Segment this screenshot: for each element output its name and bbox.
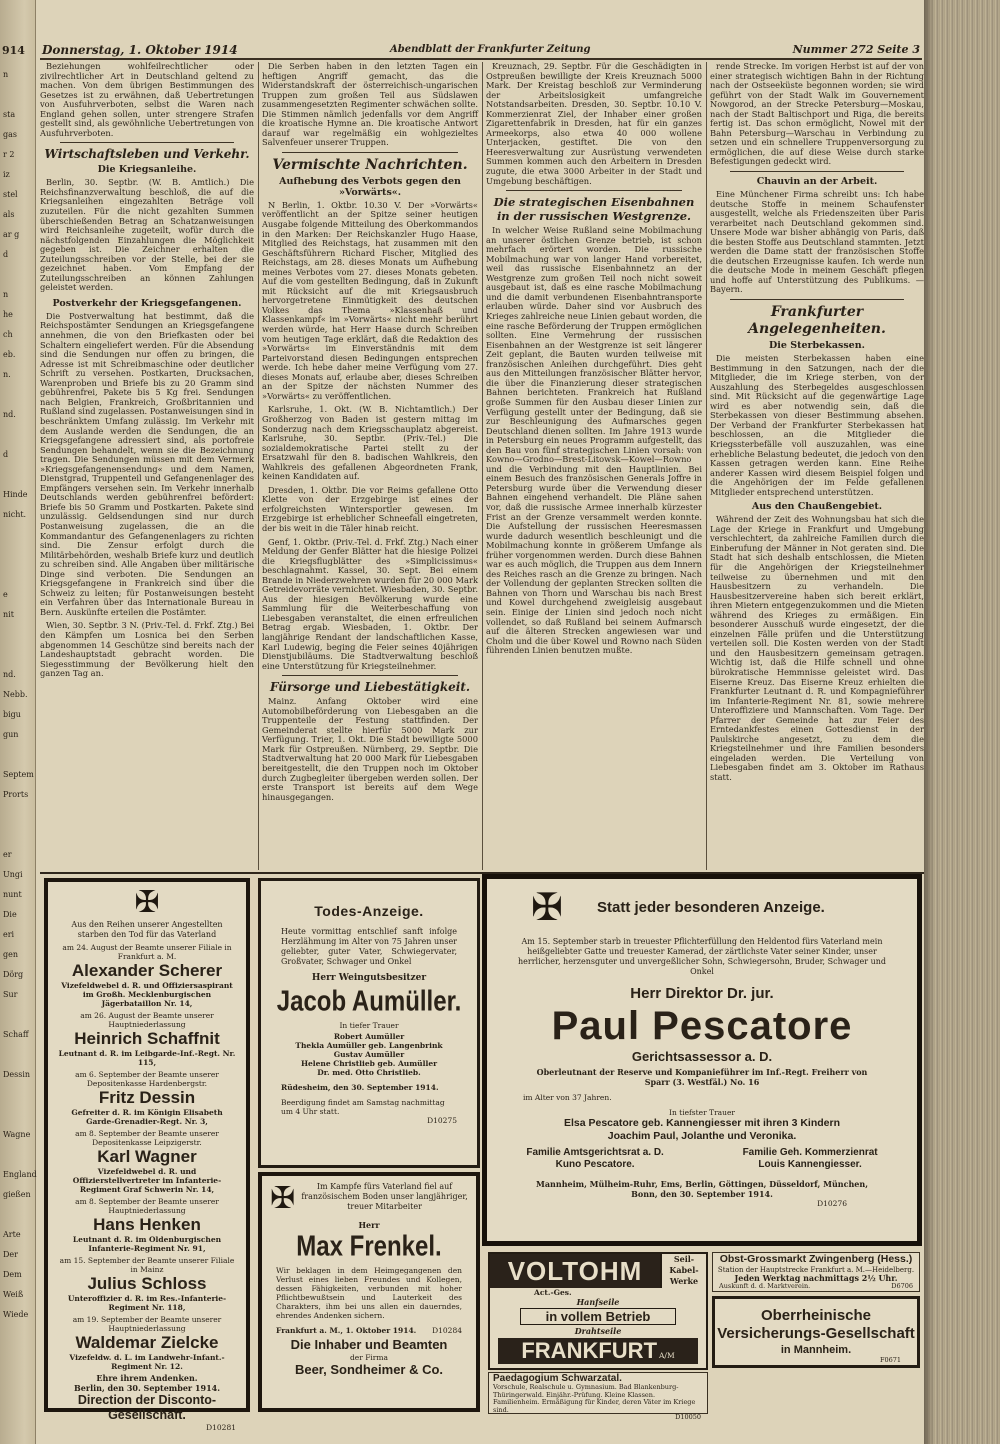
obituary-disconto — [44, 878, 250, 1432]
previous-page-fragment: Schaff — [3, 1030, 29, 1039]
ad-name: Paul Pescatore — [551, 1004, 853, 1048]
previous-page-fragment: eri — [3, 930, 15, 939]
article-heading: Die Kriegsanleihe. — [97, 164, 197, 176]
ad-entry-pre: am 6. September der Beamte unserer Depositenkasse Hardenbergstr. — [75, 1070, 219, 1088]
ad-entry-rank: Leutnant d. R. im Oldenburgischen Infanterie-Regiment Nr. 91, — [72, 1235, 222, 1253]
previous-page-fragment: gun — [3, 730, 19, 739]
obituary-frenkel — [258, 1172, 480, 1412]
previous-page-fragment: nicht. — [3, 510, 27, 519]
previous-page-fragment: nunt — [3, 890, 22, 899]
ad-code: D10275 — [427, 1116, 457, 1125]
previous-page-fragment: Wiede — [3, 1310, 29, 1319]
ad-line: in Mannheim. — [780, 1344, 852, 1356]
obituary-pescatore — [482, 874, 922, 1246]
ad-entry-rank: Vizefeldwebel d. R. und Offiziersaspirant im Großh. Mecklenburgischen Jägerbataillon Nr. 14, — [61, 981, 233, 1008]
iron-cross-icon: ✠ — [270, 1181, 296, 1216]
ad-family: Louis Kannengiesser. — [758, 1159, 862, 1170]
voltohm-tag: Kabel- — [669, 1265, 699, 1275]
ad-entry-pre: am 8. September der Beamte unserer Hauptniederlassung — [75, 1197, 219, 1215]
ad-signer: Die Inhaber und Beamten — [290, 1337, 448, 1352]
previous-page-fragment: Wagne — [3, 1130, 31, 1139]
previous-page-fragment: Die — [3, 910, 17, 919]
ad-entry-rank: Gefreiter d. R. im Königin Elisabeth Garde-Grenadier-Regt. Nr. 3, — [71, 1108, 223, 1126]
previous-page-fragment: Weiß — [3, 1290, 24, 1299]
book-edge — [924, 0, 1000, 1444]
ad-entry-rank: Vizefeldwebel d. R. und Offizierstellvertreter im Infanterie-Regiment Graf Schwerin Nr. 14, — [72, 1167, 222, 1194]
previous-page-fragment: bigu — [3, 710, 21, 719]
article-paragraph: Dresden, 1. Oktbr. Die vor Reims gefallene Otto Klette von der Erzgebirge ist eines der erfolgreichsten Wintersportler gewesen. Im Erzgebirge ist erheblicher Schneefall eingetreten, der bis weit in die Täler hinab reicht. — [262, 484, 478, 533]
ad-obst-grossmarkt — [712, 1252, 920, 1292]
ad-line: Oberrheinische — [760, 1307, 872, 1324]
ad-signer-sub: der Firma — [350, 1353, 388, 1362]
previous-page-fragment: Sur — [3, 990, 18, 999]
ad-voltohm — [488, 1252, 708, 1370]
voltohm-city: FRANKFURT — [521, 1338, 658, 1363]
ad-code: D10281 — [206, 1423, 236, 1432]
ad-code: D10276 — [817, 1199, 847, 1208]
ad-entry-name: Karl Wagner — [97, 1147, 197, 1166]
issue-date: Donnerstag, 1. Oktober 1914 — [42, 43, 238, 57]
ad-code: D10050 — [675, 1413, 701, 1421]
article-paragraph: Während der Zeit des Wohnungsbau hat sich die Lage der Kriege in Frankfurt und Umgebung verschlechtert, da zahlreiche Familien durch die Einberufung der Männer in Not geraten sind. Die Stadt hat sich deshalb entschlossen, die Mieten für die Angehörigen der Kriegsteilnehmer teilweise zu übernehmen und mit den Hausbesitzern zu verhandeln. Die Hausbesitzervereine haben sich bereit erklärt, ihren Mietern entgegenzukommen und die Mieten während des Krieges zu ermäßigen. Ein besonderer Ausschuß wurde eingesetzt, der die einzelnen Fälle prüfen und die Unterstützung verteilen soll. Die Kosten werden von der Stadt und den Hausbesitzern gemeinsam getragen. Wichtig ist, daß die Hilfe schnell und ohne bürokratische Hemmnisse geleistet wird. Das Eiserne Kreuz. Das Eiserne Kreuz erhielten die Frankfurter Leutnant d. R. und Kompagnieführer im Infanterie-Regiment Nr. 81, sowie mehrere Unteroffiziere und Mannschaften. Vom Tage. Der Pfarrer der Gemeinde hat zur Feier des Erntedankfestes einen Gottesdienst in der Paulskirche angesetzt, zu dem die Kriegsteilnehmer und ihre Familien besonders eingeladen werden. Die Verteilung von Liebesgaben findet am 3. Oktober im Rathaus statt. — [710, 514, 924, 782]
article-heading: Chauvin an der Arbeit. — [756, 176, 878, 188]
column-2 — [262, 62, 478, 870]
previous-page-fragment: gas — [3, 130, 17, 139]
article-heading: Aufhebung des Verbots gegen den »Vorwärts«. — [279, 175, 461, 198]
ad-role: Gerichtsassessor a. D. — [631, 1049, 773, 1064]
ad-entry-name: Hans Henken — [93, 1215, 201, 1234]
ad-family: Elsa Pescatore geb. Kannengiesser mit ihren 3 Kindern — [563, 1117, 840, 1129]
page-header — [40, 42, 922, 60]
previous-page-fragment: nit — [3, 610, 14, 619]
previous-page-fragment: Dessin — [3, 1070, 31, 1079]
ad-entry-rank: Unteroffizier d. R. im Res.-Infanterie-Regiment Nr. 118, — [67, 1294, 227, 1312]
column-rule — [258, 62, 259, 870]
previous-page-strip — [0, 0, 36, 1444]
ad-text: Wir beklagen in dem Heimgegangenen den Verlust eines lieben Freundes und Kollegen, dessen Fähigkeiten, verbunden mit hoher Pflichtbewußtsein und Lauterkeit des Charakters, ihm bei uns allen ein dauerndes, ehrendes Andenken sichern. — [276, 1266, 462, 1320]
ad-small: Auskunft d. d. Marktverein. — [719, 1282, 811, 1290]
ad-place: Berlin, den 30. September 1914. — [74, 1383, 220, 1393]
section-heading: Wirtschaftsleben und Verkehr. — [44, 147, 250, 162]
column-4 — [710, 62, 924, 870]
ad-name: Jacob Aumüller. — [276, 985, 462, 1018]
obituary-aumueller — [258, 878, 480, 1168]
article-paragraph: Die Serben haben in den letzten Tagen ein heftigen Angriff gemacht, das die Widerstandskraft der österreichisch-ungarischen Truppen zum großen Teil aus Südslawen zusammengesetzten Regimenter schwächen sollte. Die Stimmen nämlich jedenfalls vor dem Angriff die kroatische Hymne an. Die kroatische Antwort darauf war regelmäßig ein wohlgezieltes Salvenfeuer unserer Truppen. — [262, 61, 478, 148]
previous-page-fragment: nd. — [3, 410, 16, 419]
ad-line: Jeden Werktag nachmittags 2½ Uhr. — [734, 1273, 898, 1283]
iron-cross-icon: ✠ — [531, 885, 563, 929]
ad-line: Station der Hauptstrecke Frankfurt a. M.—Heidelberg. — [717, 1266, 915, 1274]
previous-page-number: 914 — [2, 44, 25, 57]
article-paragraph: Karlsruhe, 1. Okt. (W. B. Nichtamtlich.) Der Großherzog von Baden ist gestern mittag im Sonderzug nach dem Kriegsschauplatz abgereist. Karlsruhe, 30. Septbr. (Priv.-Tel.) Die sozialdemokratische Partei stellt zu der Ersatzwahl für den 8. badischen Wahlkreis, den Wahlkreis des gefallenen Abgeordneten Frank, keinen Kandidaten auf. — [262, 404, 478, 482]
paper-title: Abendblatt der Frankfurter Zeitung — [390, 44, 591, 55]
ad-intro: Heute vormittag entschlief sanft infolge Herzlähmung im Alter von 75 Jahren unser geliebter, guter Vater, Schwiegervater, Großvater, Schwager und Onkel — [281, 927, 457, 966]
previous-page-fragment: ar g — [3, 230, 20, 239]
ad-title: Paedagogium Schwarzatal. — [493, 1373, 622, 1384]
article-paragraph: Berlin, 30. Septbr. (W. B. Amtlich.) Die Reichsfinanzverwaltung beschloß, die auf die Kriegsanleihen eingezahlten Beträge voll zuzuteilen. Für die nicht gezahlten Summen überschießenden Betrag an Schatzanweisungen wird Reichsanleihe zugeteilt, wofür durch die nächstfolgenden Einzahlungen die Möglichkeit gegeben ist. Die Zeichner erhalten die Zuteilungsschreiben vor der Stelle, bei der sie gezeichnet haben. Vom Empfang der Zuteilungsschreiben an können Zahlungen geleistet werden. — [40, 177, 254, 293]
article-paragraph: Wien, 30. Septbr. 3 N. (Priv.-Tel. d. Frkf. Ztg.) Bei den Kämpfen um Losnica bei den Serben abgenommen 14 Geschütze sind bereits nach der Landeshauptstadt gebracht worden. Die Siegesstimmung der Bevölkerung hielt den ganzen Tag an. — [40, 620, 254, 679]
ad-family: Familie Amtsgerichtsrat a. D. — [526, 1147, 664, 1158]
ad-line: Versicherungs-Gesellschaft — [717, 1325, 915, 1342]
voltohm-line: in vollem Betrieb — [520, 1308, 676, 1325]
ad-entry-pre: am 19. September der Beamte unserer Hauptniederlassung — [72, 1315, 222, 1333]
previous-page-fragment: Arte — [3, 1230, 21, 1239]
previous-page-fragment: n. — [3, 370, 11, 379]
ad-family-member: Dr. med. Otto Christlieb. — [317, 1068, 421, 1077]
ad-title: Todes-Anzeige. — [314, 903, 424, 919]
previous-page-fragment: n — [3, 70, 9, 79]
article-paragraph: In welcher Weise Rußland seine Mobilmachung an unserer östlichen Grenze betrieb, ist schon mehrfach erörtert worden. Die russische Mobilmachung war von langer Hand vorbereitet, weil das russische Eisenbahnnetz an der Westgrenze zum großen Teil noch nicht soweit ausgebaut ist, daß es eine rasche Mobilmachung und die damit verbundenen Eisenbahntransporte erlauben würde. Daher sind vor Ausbruch des Krieges zahlreiche neue Linien gebaut worden, die eine rasche Beförderung der Truppen ermöglichen sollten. Eine Vermehrung der russischen Eisenbahnen an der Westgrenze ist seit längerer Zeit geplant, die Bauten wurden teilweise mit französischen Anleihen durchgeführt. Dies geht aus den Mitteilungen französischer Blätter hervor, die über die Finanzierung dieser strategischen Bahnen berichteten. Frankreich hat Rußland große Summen für den Ausbau dieser Linien zur Verfügung gestellt unter der Bedingung, daß sie zur Beschleunigung des Aufmarsches gegen Deutschland dienen sollten. Im Jahre 1913 wurde in Petersburg ein neues Programm aufgestellt, das den Bau von fünf strategischen Linien vorsah: von Kowno—Grodno—Brest-Litowsk—Kowel—Rowno und die Verbindung mit den Hauptlinien. Bei einem Besuch des französischen Generals Joffre in Petersburg wurde über die Verwendung dieser Bahnen eingehend verhandelt. Die Pläne sahen vor, daß die russische Armee innerhalb kürzester Frist an der Grenze versammelt werden konnte. Die Aufstellung der russischen Heeresmassen wurde dadurch wesentlich beschleunigt und die Mobilmachung konnte in größerem Umfange als früher vorgenommen werden. Durch diese Bahnen war es auch möglich, die Truppen aus dem Innern des Reiches rasch an die Grenze zu bringen. Nach der Vollendung der geplanten Strecken sollten die Bahnen von Thorn und Warschau bis nach Brest und Kowel durchgehend zweigleisig ausgebaut sein. Einige der Linien sind jedoch noch nicht vollendet, so daß Rußland bei seinem Aufmarsch auf die älteren Strecken angewiesen war und Cholm und die über Kowel und Rowno nach Süden führenden Linien benutzen mußte. — [486, 225, 702, 656]
page-number: Nummer 272 Seite 3 — [792, 43, 920, 56]
previous-page-fragment: Hinde — [3, 490, 28, 499]
ad-intro: Aus den Reihen unserer Angestellten starben den Tod für das Vaterland — [71, 920, 223, 939]
ad-place: Rüdesheim, den 30. September 1914. — [281, 1083, 439, 1092]
previous-page-fragment: Dem — [3, 1270, 22, 1279]
ad-burial: Beerdigung findet am Samstag nachmittag um 4 Uhr statt. — [281, 1098, 445, 1116]
article-paragraph: Mainz. Anfang Oktober wird eine Automobilbeförderung von Liebesgaben an die Truppenteile der Festung stattfinden. Der Gemeinderat stellte hierfür 5000 Mark zur Verfügung. Trier, 1. Okt. Die Stadt bewilligte 5000 Mark für Ostpreußen. Nürnberg, 29. Septbr. Die Stadtverwaltung hat 20 000 Mark für Liebesgaben bereitgestellt, die den Truppen noch im Oktober durch Zugbegleiter übergeben werden sollen. Der erste Transport ist bereits auf dem Wege hinausgegangen. — [262, 696, 478, 802]
voltohm-line: Drahtseile — [574, 1326, 622, 1336]
previous-page-fragment: iz — [3, 170, 10, 179]
article-paragraph: Kreuznach, 29. Septbr. Für die Geschädigten in Ostpreußen bewilligte der Kreis Kreuznach 5000 Mark. Der Kreistag beschloß zur Verminderung der Arbeitslosigkeit umfangreiche Notstandsarbeiten. Dresden, 30. Septbr. 10.10 V. Kommerzienrat Ziel, der Inhaber einer großen Zigarettenfabrik in Dresden, hat für ein ganzes Armeekorps, also etwa 40 000 wollene Unterjacken, gestiftet. Die von den Heeresverwaltung zur Ausrüstung verwendeten Summen kommen auch den Arbeitern in Dresden zugute, die etwa 3000 Arbeiter in der Stadt und Umgebung beschäftigen. — [486, 61, 702, 186]
voltohm-city-suffix: A/M — [659, 1351, 675, 1360]
ad-name: Max Frenkel. — [296, 1230, 442, 1263]
article-paragraph: N Berlin, 1. Oktbr. 10.30 V. Der »Vorwärts« veröffentlicht an der Spitze seiner heutigen Ausgabe folgende Mitteilung des Oberkommandos in den Marken: Der Reichskanzler Hugo Haase, Mitglied des Reichstags, hat zusammen mit den Geschäftsführern Richard Fischer, Mitglied des Reichstags, am 28. dieses Monats um Aufhebung meines Verbotes vom 27. dieses Monats gebeten. Auf die vom gestellten Bedingung, daß in Zukunft mit Rücksicht auf die mit Kriegsausbruch hervorgetretene Einmütigkeit des deutschen Volkes das Thema »Klassenhaß und Klassenkampf« im »Vorwärts« nicht mehr berührt werden würde, hat Herr Haase durch Schreiben vom heutigen Tage erklärt, daß die Redaktion des »Vorwärts« im Einverständnis mit dem Parteivorstand diesen Bedingungen entsprechen werde. Ich hebe daher meine Verfügung vom 27. dieses Monats auf, erlaube aber, dieses Schreiben an der Spitze der nächsten Nummer des »Vorwärts« zu veröffentlichen. — [262, 199, 478, 401]
previous-page-fragment: gen — [3, 950, 19, 959]
previous-page-fragment: Ungi — [3, 870, 23, 879]
voltohm-tag: Seil- — [673, 1254, 695, 1264]
ad-firm: Beer, Sondheimer & Co. — [294, 1362, 444, 1377]
ad-entry-name: Julius Schloss — [87, 1274, 207, 1293]
ad-entry-pre: am 24. August der Beamte unserer Filiale in Frankfurt a. M. — [62, 943, 232, 961]
ad-entry-name: Heinrich Schaffnit — [74, 1029, 220, 1048]
previous-page-fragment: d — [3, 250, 9, 259]
article-paragraph: Eine Münchener Firma schreibt uns: Ich habe deutsche Stoffe in meinem Schaufenster ausgestellt, welche als Friedenszeiten über Paris verarbeitet nach Deutschland gekommen sind. Unsere Mode war bisher abhängig von Paris, daß die besten Stoffe aus Deutschland stammten. Jetzt werden die Dame statt der französischen Stoffe die deutschen Erzeugnisse kaufen. Ich werde nun die deutsche Mode in meinem Geschäft pflegen und hoffe auf Unterstützung des Publikums. — Bayern. — [710, 189, 924, 295]
previous-page-fragment: gießen — [3, 1190, 31, 1199]
article-paragraph: Die meisten Sterbekassen haben eine Bestimmung in den Satzungen, nach der die Mitglieder, die im Kriege sterben, von der Auszahlung des Sterbegeldes ausgeschlossen sind. Mit Rücksicht auf die gegenwärtige Lage wird es aber notwendig sein, daß die Sterbekassen von dieser Bestimmung absehen. Der Verband der Frankfurter Sterbekassen hat beschlossen, an die Mitglieder die Kriegssterbefälle voll auszuzahlen, was eine erhebliche Belastung bedeutet, die jedoch von den Kassen getragen werden kann. Eine Reihe anderer Kassen wird diesem Beispiel folgen und die Angehörigen der im Felde gefallenen Mitglieder entsprechend unterstützen. — [710, 353, 924, 497]
article-paragraph: Genf, 1. Oktbr. (Priv.-Tel. d. Frkf. Ztg.) Nach einer Meldung der Genfer Blätter hat die hiesige Polizei die Kriegsflugblätter des »Simplicissimus« beschlagnahmt. Kassel, 30. Sept. Bei einem Brande in Niederzwehren wurden für 20 000 Mark Getreidevorräte vernichtet. Wiesbaden, 30. Septbr. Aus der hiesigen Bevölkerung wurde eine Sammlung für die Weiterbeschaffung von Liebesgaben veranstaltet, die einen erfreulichen Betrag ergab. Wiesbaden, 1. Oktbr. Der langjährige Rendant der landschaftlichen Kasse, Karl Ludewig, beging die Feier seines 40jährigen Dienstjubiläums. Die Stadtverwaltung beschloß eine Unterstützung für Kriegsteilnehmer. — [262, 536, 478, 671]
previous-page-fragment: als — [3, 210, 15, 219]
ad-entry-pre: am 26. August der Beamte unserer Hauptniederlassung — [80, 1011, 214, 1029]
ad-entry-rank: Leutnant d. R. im Leibgarde-Inf.-Regt. Nr. 115, — [58, 1049, 236, 1067]
ad-entry-pre: am 8. September der Beamte unserer Depositenkasse Leipzigerstr. — [75, 1129, 219, 1147]
ad-entry-name: Waldemar Zielcke — [75, 1333, 219, 1352]
previous-page-fragment: nd. — [3, 670, 16, 679]
ad-entry-name: Fritz Dessin — [98, 1088, 196, 1107]
column-1 — [40, 62, 254, 870]
previous-page-fragment: r 2 — [3, 150, 15, 159]
ad-family: Familie Geh. Kommerzienrat — [742, 1147, 878, 1158]
previous-page-fragment: n — [3, 290, 9, 299]
ad-entry-name: Alexander Scherer — [71, 961, 223, 980]
ad-family-member: Helene Christlieb geb. Aumüller — [300, 1059, 438, 1068]
article-heading: Die Sterbekassen. — [769, 340, 865, 352]
previous-page-fragment: er — [3, 850, 12, 859]
ad-signer: Direction der Disconto-Gesellschaft. — [77, 1393, 217, 1422]
ad-trauer: In tiefster Trauer — [669, 1108, 735, 1117]
article-heading: Postverkehr der Kriegsgefangenen. — [52, 297, 242, 309]
ad-oberrheinische — [712, 1296, 920, 1368]
ad-title: Obst-Grossmarkt Zwingenberg (Hess.) — [719, 1253, 913, 1265]
section-heading: Fürsorge und Liebestätigkeit. — [269, 680, 471, 695]
advertisements — [40, 872, 924, 1432]
ad-closing: Ehre ihrem Andenken. — [96, 1373, 198, 1383]
voltohm-line: Hanfseile — [576, 1297, 620, 1307]
article-heading: Aus den Chaußengebiet. — [751, 501, 883, 513]
ad-paedagogium — [488, 1372, 708, 1421]
ad-intro: Am 15. September starb in treuester Pflichterfüllung den Heldentod fürs Vaterland mein heißgeliebter Gatte und treuester Kamerad, der zärtlichste Vater seiner Kinder, unser herrlicher, herzensguter und unvergeßlicher Sohn, Schwiegersohn, Bruder, Schwager und Onkel — [517, 937, 886, 976]
section-heading: Die strategischen Eisenbahnen in der russischen Westgrenze. — [493, 195, 695, 224]
article-paragraph: Beziehungen wohlfeilrechtlicher oder zivilrechtlicher Art in Deutschland geltend zu machen. Von dem übrigen Bestimmungen des Gesetzes ist zu erwähnen, daß Uebertretungen von Ausfuhrverboten, selbst die Waren nach England gehen sollen, unter strengere Strafen gestellt sind, als gewöhnliche Uebertretungen von Ausfuhrverboten. — [40, 61, 254, 138]
ad-text: Vorschule, Realschule u. Gymnasium. Bad Blankenburg-Thüringerwald. Einjähr.-Prüfung. Kleine Klassen. Familienheim. Ermäßigung für Kinder, deren Väter im Kriege sind. — [493, 1383, 696, 1414]
ad-entry-pre: am 15. September der Beamte unserer Filiale in Mainz — [59, 1256, 235, 1274]
section-heading: Frankfurter Angelegenheiten. — [748, 304, 886, 338]
previous-page-fragment: Septem — [3, 770, 34, 779]
previous-page-fragment: Prorts — [3, 790, 29, 799]
ad-family-member: Thekla Aumüller geb. Langenbrink — [295, 1041, 443, 1050]
ad-intro: Im Kampfe fürs Vaterland fiel auf französischem Boden unser langjähriger, treuer Mitarbeiter — [301, 1182, 468, 1211]
previous-page-fragment: England — [3, 1170, 37, 1179]
previous-page-fragment: he — [3, 310, 13, 319]
ad-code: F0671 — [879, 1356, 901, 1364]
voltohm-brand: VOLTOHM — [490, 1254, 660, 1288]
ad-rank: Oberleutnant der Reserve und Kompanieführer im Inf.-Regt. Freiherr von Sparr (3. Westfäl.) No. 16 — [536, 1067, 868, 1087]
previous-page-fragment: Der — [3, 1250, 18, 1259]
previous-page-fragment: stel — [3, 190, 18, 199]
ad-code: D6706 — [891, 1282, 913, 1290]
previous-page-fragment: d — [3, 450, 9, 459]
ad-date: Bonn, den 30. September 1914. — [631, 1189, 773, 1199]
ad-trauer: In tiefer Trauer — [339, 1021, 399, 1030]
article-paragraph: rende Strecke. Im vorigen Herbst ist auf der von einer strategisch wichtigen Bahn in der Richtung nach der Ostseeküste begonnen worden; sie wird geführt von der Stadt Walk im Gouvernement Nowgorod, an der Strecke Petersburg—Moskau, nach der Stadt Baltischport und Riga, die bereits fertig ist. Das schon ermöglicht, Nowel mit der Bahn Petersburg—Warschau in Verbindung zu setzen und ein schnellere Truppenversorgung zu ermöglichen, die auf diese Weise durch starke Befestigungen gedeckt wird. — [710, 61, 924, 167]
previous-page-fragment: sta — [3, 110, 16, 119]
voltohm-tag: Werke — [669, 1276, 699, 1286]
ad-family-member: Gustav Aumüller — [333, 1050, 405, 1059]
ad-family: Kuno Pescatore. — [555, 1159, 635, 1170]
ad-pre: Herr Weingutsbesitzer — [311, 973, 427, 983]
ad-age: im Alter von 37 Jahren. — [523, 1093, 612, 1102]
iron-cross-icon: ✠ — [134, 885, 160, 920]
previous-page-fragment: ch — [3, 330, 13, 339]
voltohm-sub: Act.-Ges. — [534, 1288, 572, 1297]
column-rule — [706, 62, 707, 870]
ad-pre: Herr — [358, 1220, 380, 1230]
ad-title: Statt jeder besonderen Anzeige. — [597, 899, 825, 916]
ad-places: Mannheim, Mülheim-Ruhr, Ems, Berlin, Göttingen, Düsseldorf, München, — [536, 1179, 868, 1189]
column-3 — [486, 62, 702, 870]
section-heading: Vermischte Nachrichten. — [272, 156, 468, 173]
ad-entry-rank: Vizefeldw. d. L. im Landwehr-Infant.-Regiment Nr. 12. — [69, 1353, 225, 1371]
previous-page-fragment: e — [3, 590, 8, 599]
article-paragraph: Die Postverwaltung hat bestimmt, daß die Reichspostämter Sendungen an Kriegsgefangene annehmen, die von den Briefkasten oder bei Schaltern eingeliefert werden. Für die Absendung sind die Sendungen nur offen zu bringen, die Adresse ist mit Schreibmaschine oder deutlicher Schrift zu versehen. Postkarten, Drucksachen, Warenproben und Briefe bis zu 20 Gramm sind gebührenfrei, Pakete bis 5 Kg frei. Sendungen nach Belgien, Frankreich, Großbritannien und Rußland sind zugelassen. Postanweisungen sind in beschränktem Umfang zulässig. Im Verkehr mit dem Auslande werden die Sendungen, die an Kriegsgefangene adressiert sind, als portofreie Sendungen behandelt, wenn sie die Bezeichnung tragen. Die Sendungen müssen mit dem Vermerk »Kriegsgefangenensendung« und dem Namen, Dienstgrad, Truppenteil und Gefangenenlager des Empfängers versehen sein. Im Verkehr innerhalb Deutschlands werden gebührenfrei befördert: Briefe bis 50 Gramm und Postkarten. Pakete sind unzulässig. Geldsendungen sind nur durch Postanweisung zugelassen, die an die Kommandantur des Gefangenenlagers zu richten sind. Die Zensur erfolgt durch die Militärbehörden, weshalb Briefe kurz und deutlich zu schreiben sind. Alle Angaben über militärische Dinge sind verboten. Die Sendungen an Kriegsgefangene in Frankreich sind über die Schweiz zu leiten; für Postanweisungen besteht ein Verfahren über das Internationale Bureau in Bern. Auskünfte erteilen die Postämter. — [40, 310, 254, 617]
column-rule — [482, 62, 483, 870]
previous-page-fragment: Dörg — [3, 970, 24, 979]
ad-pre: Herr Direktor Dr. jur. — [630, 985, 774, 1002]
previous-page-fragment: eb. — [3, 350, 16, 359]
ad-place: Frankfurt a. M., 1. Oktober 1914. — [276, 1326, 417, 1335]
ad-family-member: Robert Aumüller — [333, 1032, 405, 1041]
ad-family: Joachim Paul, Jolanthe und Veronika. — [607, 1130, 797, 1142]
previous-page-fragment: Nebb. — [3, 690, 28, 699]
ad-code: D10284 — [432, 1326, 462, 1335]
